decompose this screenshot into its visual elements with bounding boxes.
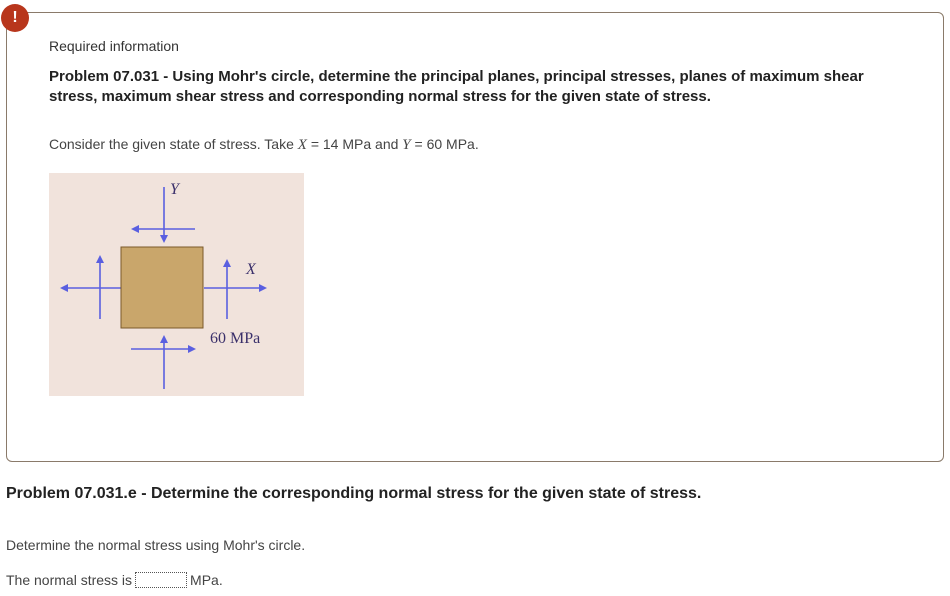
question-title: Problem 07.031.e - Determine the corresponding normal stress for the given state of stress.	[6, 485, 702, 502]
answer-unit: MPa.	[190, 572, 223, 588]
normal-stress-input[interactable]	[135, 572, 187, 588]
given-state-text	[49, 136, 479, 154]
y-axis-label: Y	[170, 181, 179, 198]
given-y-symbol: Y	[402, 137, 411, 153]
stress-diagram	[49, 173, 304, 396]
stress-element-figure	[49, 173, 304, 396]
given-y-value: = 60 MPa.	[410, 136, 479, 152]
x-axis-label: X	[246, 261, 256, 278]
exclamation-icon: !	[1, 4, 29, 32]
question-instruction: Determine the normal stress using Mohr's circle.	[6, 537, 306, 553]
problem-title: Problem 07.031 - Using Mohr's circle, determine the principal planes, principal stresses, planes of maximum shear stress, maximum shear stress and corresponding normal stress for the given state of stress.	[49, 68, 864, 105]
given-prefix: Consider the given state of stress. Take	[49, 136, 298, 152]
answer-line	[6, 572, 223, 588]
answer-prefix: The normal stress is	[6, 572, 133, 588]
shear-stress-label: 60 MPa	[210, 330, 261, 347]
given-x-symbol: X	[297, 137, 307, 153]
given-x-value: = 14 MPa and	[306, 136, 403, 152]
stress-element-square	[121, 247, 203, 328]
required-information-heading: Required information	[49, 38, 179, 54]
